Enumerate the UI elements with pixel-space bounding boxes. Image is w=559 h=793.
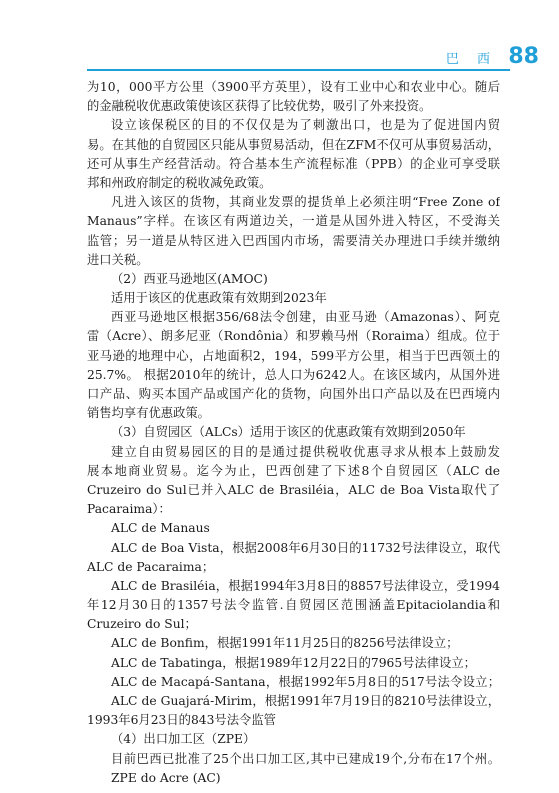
text-line: 为10，000平方公里（3900平方英里），设有工业中心和农业中心。随后 bbox=[87, 80, 500, 94]
text-line: ALC de Boa Vista，根据2008年6月30日的11732号法律设立，取代 bbox=[111, 540, 500, 555]
text-line: 设立该保税区的目的不仅仅是为了刺激出口，也是为了促进国内贸 bbox=[111, 118, 500, 133]
text-line: 亚马逊的地理中心，占地面积2，194，599平方公里，相当于巴西领土的 bbox=[87, 348, 500, 363]
text-line: （4）出口加工区（ZPE） bbox=[111, 732, 256, 747]
text-line: ALC de Pacaraima； bbox=[87, 559, 215, 574]
text-line: ALC de Tabatinga，根据1989年12月22日的7965号法律设立； bbox=[111, 655, 476, 670]
text-line: 口产品、购买本国产品或国产化的货物，向国外出口产品以及在巴西境内 bbox=[87, 387, 500, 401]
text-line: Pacaraima）： bbox=[87, 502, 171, 517]
text-line: 雷（Acre）、朗多尼亚（Rondônia）和罗赖马州（Roraima）组成。位于 bbox=[87, 329, 500, 344]
header-rule bbox=[87, 69, 510, 71]
text-line: 易。在其他的自贸园区只能从事贸易活动，但在ZFM不仅可从事贸易活动， bbox=[87, 137, 500, 152]
text-line: 凡进入该区的货物，其商业发票的提货单上必须注明“Free Zone of bbox=[111, 195, 500, 210]
text-line: 建立自由贸易园区的目的是通过提供税收优惠寻求从根本上鼓励发 bbox=[111, 444, 500, 459]
text-line: ALC de Brasiléia，根据1994年3月8日的8857号法律设立，受1994 bbox=[111, 578, 500, 593]
text-line: ALC de Macapá-Santana，根据1992年5月8日的517号法令设立； bbox=[111, 674, 500, 689]
text-line: 还可从事生产经营活动。符合基本生产流程标准（PPB）的企业可享受联 bbox=[87, 156, 500, 171]
text-line: 销售均享有优惠政策。 bbox=[87, 406, 210, 421]
text-line: 年12月30日的1357号法令监管.自贸园区范围涵盖Epitaciolandia和 bbox=[87, 598, 500, 613]
text-line: Manaus”字样。在该区有两道边关，一道是从国外进入特区，不受海关 bbox=[87, 214, 500, 229]
text-line: ZPE do Acre (AC) bbox=[111, 770, 221, 785]
text-line: 邦和州政府制定的税收减免政策。 bbox=[87, 175, 272, 190]
text-line: ALC de Manaus bbox=[111, 521, 210, 536]
text-line: 1993年6月23日的843号法令监管 bbox=[87, 713, 276, 728]
text-line: 展本地商业贸易。迄今为止，巴西创建了下述8个自贸园区（ALC de bbox=[87, 463, 500, 478]
text-line: ALC de Bonfim，根据1991年11月25日的8256号法律设立； bbox=[111, 636, 459, 651]
page-number: 88 bbox=[508, 44, 539, 69]
text-line: 进口关税。 bbox=[87, 252, 149, 267]
text-line: 西亚马逊地区根据356/68法令创建，由亚马逊（Amazonas）、阿克 bbox=[111, 310, 500, 325]
text-line: 的金融税收优惠政策使该区获得了比较优势，吸引了外来投资。 bbox=[87, 99, 432, 114]
page-header bbox=[0, 0, 559, 80]
section-title: 巴 西 bbox=[445, 52, 497, 67]
body-text bbox=[87, 78, 500, 788]
text-line: Cruzeiro do Sul已并入ALC de Brasiléia，ALC de Boa Vista取代了 bbox=[87, 482, 500, 497]
text-line: 监管；另一道是从特区进入巴西国内市场，需要清关办理进口手续并缴纳 bbox=[87, 233, 500, 248]
text-line: 目前巴西已批准了25个出口加工区,其中已建成19个,分布在17个州。 bbox=[111, 751, 500, 766]
text-line: ALC de Guajará-Mirim，根据1991年7月19日的8210号法律设立， bbox=[111, 694, 500, 708]
text-line: 适用于该区的优惠政策有效期到2023年 bbox=[111, 291, 327, 306]
text-line: Cruzeiro do Sul； bbox=[87, 617, 197, 632]
text-line: （3）自贸园区（ALCs）适用于该区的优惠政策有效期到2050年 bbox=[111, 425, 466, 440]
text-line: 25.7%。 根据2010年的统计，总人口为6242人。在该区域内，从国外进 bbox=[87, 367, 500, 382]
text-line: （2）西亚马逊地区(AMOC) bbox=[111, 271, 268, 286]
